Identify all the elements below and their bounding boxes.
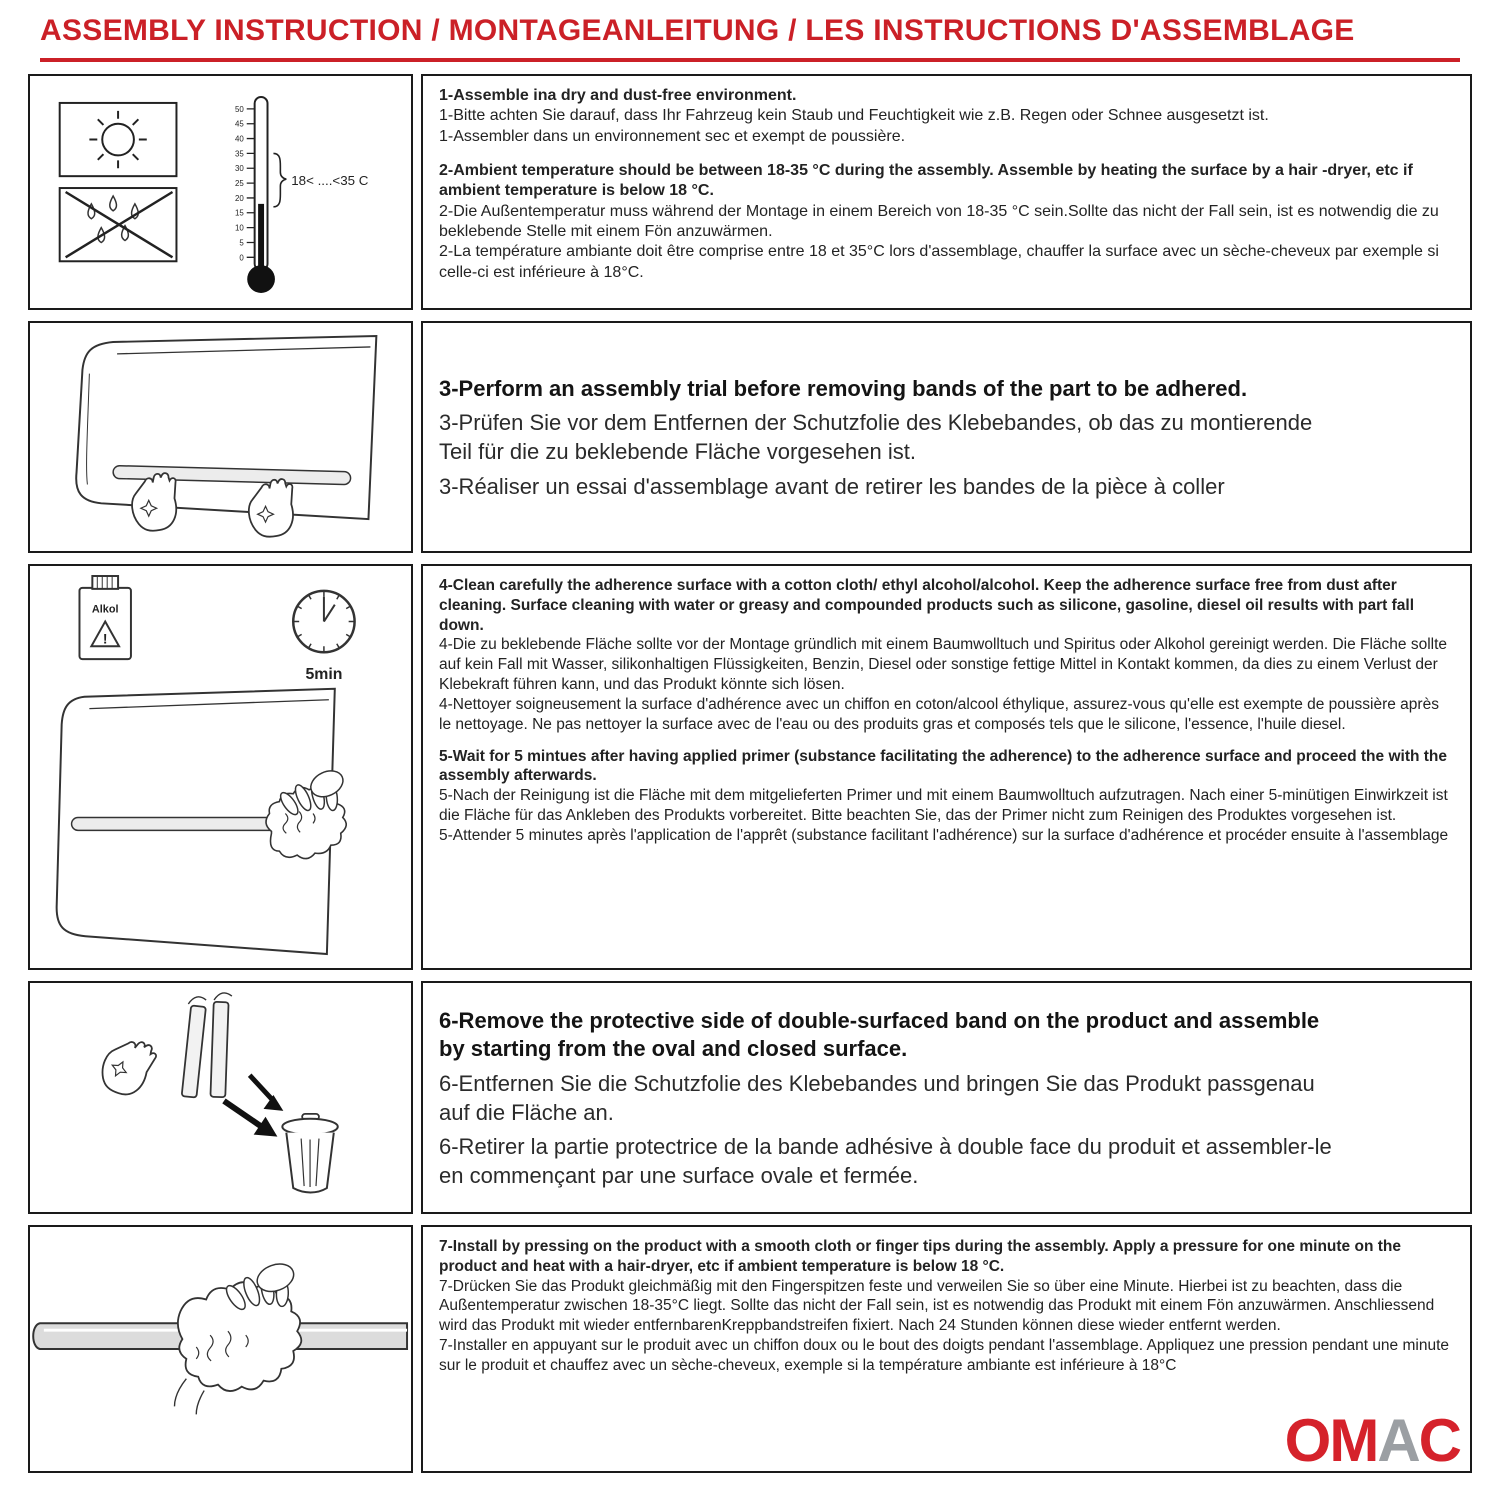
step-5-en: 5-Wait for 5 mintues after having applied primer (substance facilitating the adherence) to the adherence surface and proceed the with the assembly afterwards. — [439, 747, 1447, 785]
page-title: ASSEMBLY INSTRUCTION / MONTAGEANLEITUNG / LES INSTRUCTIONS D'ASSEMBLAGE — [40, 14, 1355, 47]
step-4-en: 4-Clean carefully the adherence surface with a cotton cloth/ ethyl alcohol/alcohol. Keep the adherence surface free from dust after cleaning. Surface cleaning with water or greasy and compounded products such as silicone, gasoline, diesel oil results with part fall down. — [439, 577, 1415, 634]
logo-letters-om: OM — [1284, 1407, 1378, 1474]
trash-can-icon — [282, 1114, 337, 1193]
scale-tick: 0 — [239, 253, 244, 263]
scale-tick: 5 — [239, 238, 244, 248]
arrow-icon — [224, 1075, 283, 1136]
step-3-de: 3-Prüfen Sie vor dem Entfernen der Schutzfolie des Klebebandes, ob das zu montierende Teil für die zu beklebende Fläche vorgesehen ist. — [439, 410, 1313, 464]
text-assembly-trial — [421, 321, 1472, 553]
step-6-fr: 6-Retirer la partie protectrice de la bande adhésive à double face du produit et assembler-le en commençant par une surface ovale et fermée. — [439, 1134, 1332, 1188]
section-assembly-trial — [28, 321, 1472, 553]
illustration-remove-band — [28, 981, 413, 1214]
thermometer-icon — [235, 97, 369, 293]
step-3-en: 3-Perform an assembly trial before removing bands of the part to be adhered. — [439, 375, 1248, 401]
spacer — [439, 147, 1454, 161]
illustration-environment — [28, 74, 413, 310]
temperature-range-label: 18< ....<35 C — [291, 173, 369, 189]
scale-tick: 40 — [234, 134, 244, 144]
illustration-press-install — [28, 1225, 413, 1473]
tape-liners-icon — [182, 993, 232, 1098]
step-1-de: 1-Bitte achten Sie darauf, dass Ihr Fahrzeug kein Staub und Feuchtigkeit wie z.B. Regen oder Schnee ausgesetzt ist. — [439, 107, 1269, 125]
step-5-de: 5-Nach der Reinigung ist die Fläche mit dem mitgelieferten Primer und mit einem Baumwolltuch aufzutragen. Nach einer 5-minütigen Einwirkzeit ist die Fläche für das Ankleben des Produkts vorbereitet. Bitte beachten Sie, das der Primer nicht zum Reinigen des Produktes vorgesehen ist. — [439, 787, 1448, 825]
scale-tick: 10 — [234, 223, 244, 233]
text-cleaning-primer — [421, 564, 1472, 970]
scale-tick: 50 — [234, 104, 244, 114]
scale-tick: 45 — [234, 119, 244, 129]
alcohol-bottle-icon — [79, 576, 130, 659]
step-4-de: 4-Die zu beklebende Fläche sollte vor der Montage gründlich mit einem Baumwolltuch und Spiritus oder Alkohol gereinigt werden. Die Fläche sollte auf kein Fall mit Wasser, silikonhaltigen Flüssigkeiten, Benzin, Diesel oder sonstige fettige Mittel in Kontakt kommen, da dies zu einem Verlust der Klebekraft führen kann, und das Produkt könnte sich lösen. — [439, 636, 1448, 694]
car-door-sketch — [76, 336, 376, 519]
omac-logo — [1284, 1407, 1460, 1474]
step-1-fr: 1-Assembler dans un environnement sec et exempt de poussière. — [439, 127, 906, 145]
step-2-fr: 2-La température ambiante doit être comprise entre 18 et 35°C lors d'assemblage, chauffer la surface avec un sèche-cheveux par exemple si celle-ci est inférieure à 18°C. — [439, 243, 1439, 281]
header-rule — [40, 58, 1460, 62]
step-7-en: 7-Install by pressing on the product with a smooth cloth or finger tips during the assembly. Apply a pressure for one minute on the product and heat with a hair-dryer, etc if ambient temperature is below 18 °C. — [439, 1238, 1401, 1275]
step-7-fr: 7-Installer en appuyant sur le produit avec un chiffon doux ou le bout des doigts pendant l'assemblage. Appliquez une pression pendant une minute sur le produit et chauffez avec un sèche-cheveux, exemple si la température ambiante est inférieure à 18°C — [439, 1337, 1450, 1374]
illustration-cleaning — [28, 564, 413, 970]
scale-tick: 25 — [234, 179, 244, 189]
peeling-hand-icon — [94, 1030, 160, 1102]
text-press-install — [421, 1225, 1472, 1473]
illustration-assembly-trial — [28, 321, 413, 553]
step-4-fr: 4-Nettoyer soigneusement la surface d'adhérence avec un chiffon en coton/alcool éthylique, assurez-vous qu'elle est exempte de poussière après le nettoyage. Ne pas nettoyer la surface avec de l'eau ou des produits gras et composés tels que le silicone, l'essence, l'huile diesel. — [439, 695, 1439, 733]
step-6-de: 6-Entfernen Sie die Schutzfolie des Klebebandes und bringen Sie das Produkt passgenau auf die Fläche an. — [439, 1070, 1315, 1125]
section-cleaning-primer — [28, 564, 1472, 970]
scale-tick: 15 — [234, 208, 244, 218]
section-environment — [28, 74, 1472, 310]
scale-tick: 35 — [234, 149, 244, 159]
scale-tick: 20 — [234, 193, 244, 203]
header — [28, 12, 1472, 62]
no-rain-icon — [60, 188, 177, 261]
section-press-install — [28, 1225, 1472, 1473]
step-1-en: 1-Assemble ina dry and dust-free environment. — [439, 87, 797, 104]
scale-tick: 30 — [234, 164, 244, 174]
step-3-fr: 3-Réaliser un essai d'assemblage avant de retirer les bandes de la pièce à coller — [439, 473, 1225, 499]
door-cleaning-sketch — [57, 689, 348, 954]
sun-icon — [60, 103, 177, 176]
text-environment — [421, 74, 1472, 310]
clock-icon — [293, 591, 354, 683]
spacer — [439, 735, 1454, 747]
logo-letter-c: C — [1418, 1407, 1460, 1474]
warning-mark: ! — [102, 630, 108, 647]
section-remove-band — [28, 981, 1472, 1214]
wait-time-label: 5min — [305, 665, 343, 683]
text-remove-band — [421, 981, 1472, 1214]
alcohol-label: Alkol — [91, 603, 119, 616]
step-6-en: 6-Remove the protective side of double-surfaced band on the product and assemble by starting from the oval and closed surface. — [439, 1007, 1320, 1062]
step-2-de: 2-Die Außentemperatur muss während der Montage in einem Bereich von 18-35 °C sein.Sollte das nicht der Fall sein, ist es notwendig die zu beklebende Stelle mit einem Fön anzuwärmen. — [439, 202, 1439, 240]
step-2-en: 2-Ambient temperature should be between 18-35 °C during the assembly. Assemble by heating the surface by a hair -dryer, etc if ambient temperature is below 18 °C. — [439, 161, 1413, 200]
step-7-de: 7-Drücken Sie das Produkt gleichmäßig mit den Fingerspitzen feste und verweilen Sie so über eine Minute. Hierbei ist zu beachten, dass die Außentemperatur zwischen 18-35°C liegt. Sollte das nicht der Fall sein, ist es notwendig das Produkt mit einem Fön anzuwärmen. Anschliessend wird das Produkt mit wieder entfernbarenKreppbandstreifen fixiert. Nach 24 Stunden können diese wieder entfernt werden. — [439, 1277, 1435, 1335]
step-5-fr: 5-Attender 5 minutes après l'application de l'apprêt (substance facilitant l'adhérence) sur la surface d'adhérence et procéder ensuite à l'assemblage — [439, 826, 1449, 844]
logo-letter-a: A — [1377, 1407, 1419, 1474]
